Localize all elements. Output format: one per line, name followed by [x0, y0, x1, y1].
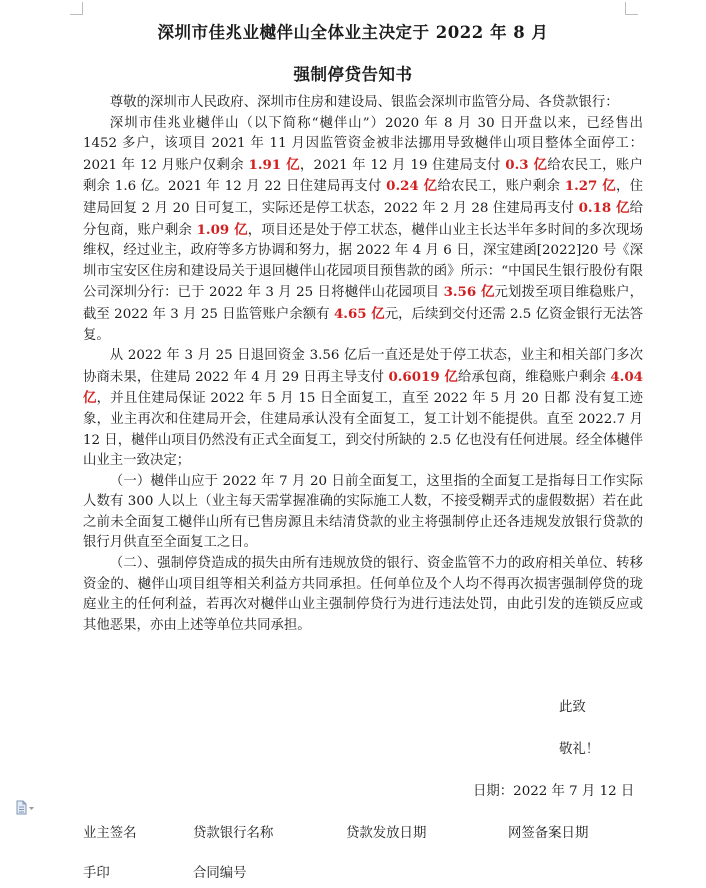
text-run: 给承包商，维稳账户剩余 [457, 369, 611, 385]
text-run: ，2021 年 12 月 19 住建局支付 [299, 157, 506, 173]
closing-line-2: 敬礼！ [559, 742, 600, 757]
highlight-amount: 3.56 亿 [443, 284, 495, 301]
document-title-line2: 强制停贷告知书 [293, 65, 413, 84]
signature-filing-date: 网签备案日期 [508, 826, 589, 841]
text-run: ，并且住建局保证 2022 年 5 月 15 日全面复工，直至 2022 年 5 月 20 日都 没有复工迹象，业主再次和住建局开会，住建局承认没有全面复工，复工计划不能提供。直至 2022.7 月 12 日，樾伴山项目仍然没有正式全面复工，到交付所缺的 2.5 亿也没有任何进展。经全体樾伴山业主一致决定； [83, 391, 644, 469]
paragraph-1 [83, 114, 643, 347]
highlight-amount: 1.27 亿 [564, 178, 616, 195]
document-title-line1: 深圳市佳兆业樾伴山全体业主决定于 2022 年 8 月 [157, 23, 549, 42]
paragraph-2 [83, 346, 643, 472]
text-run: 给农民工，账户剩余 [437, 179, 565, 195]
text-run: ，项目还是处于停工状态，樾伴山业主长达半年多时间的多次现场维权，经过业主，政府等多方协调和努力，据 2022 年 4 月 6 日，深宝建函[2022]20 号《深圳市宝安区住房和建设局关于退回樾伴山花园项目预售款的函》所示：“中国民生银行股份有限公司深圳分行：已于 2022 年 3 月 25 日将樾伴山花园项目 [83, 222, 644, 301]
closing-line-1: 此致 [559, 700, 586, 715]
document-icon[interactable] [15, 800, 37, 816]
page-corner-mark-left [70, 2, 83, 15]
text-run: 给分包商，账户剩余 [83, 200, 643, 238]
signature-bank-name: 贷款银行名称 [193, 826, 274, 841]
page-corner-mark-right [625, 2, 638, 15]
signature-fingerprint: 手印 [83, 866, 110, 881]
text-run: 深圳市佳兆业樾伴山（以下简称“樾伴山”）2020 年 8 月 30 日开盘以来，已经售出 1452 多户，该项目 2021 年 11 月因监管资金被非法挪用导致樾伴山项目整体全面停工：2021 年 12 月账户仅剩余 [83, 115, 643, 173]
signature-owner-name: 业主签名 [83, 826, 137, 841]
signature-loan-date: 贷款发放日期 [346, 826, 427, 841]
highlight-amount: 4.65 亿 [333, 305, 385, 322]
paragraph-3: （一）樾伴山应于 2022 年 7 月 20 日前全面复工，这里指的全面复工是指每日工作实际人数有 300 人以上（业主每天需掌握准确的实际施工人数，不接受糊弄式的虚假数据）若在此之前未全面复工樾伴山所有已售房源且未结清贷款的业主将强制停止还各违规发放银行贷款的银行月供直至全面复工之日。 [83, 473, 643, 551]
highlight-amount: 1.91 亿 [248, 156, 300, 173]
highlight-amount: 0.18 亿 [578, 199, 630, 216]
salutation: 尊敬的深圳市人民政府、深圳市住房和建设局、银监会深圳市监管分局、各贷款银行： [109, 95, 619, 110]
highlight-amount: 1.09 亿 [196, 221, 248, 238]
text-run: 从 2022 年 3 月 25 日退回资金 3.56 亿后一直还是处于停工状态，业主和相关部门多次协商未果，住建局 2022 年 4 月 29 日再主导支付 [83, 348, 643, 385]
highlight-amount: 0.24 亿 [386, 178, 438, 195]
paragraph-4: （二）、强制停贷造成的损失由所有违规放贷的银行、资金监管不力的政府相关单位、转移资金的、樾伴山项目组等相关利益方共同承担。任何单位及个人均不得再次损害强制停贷的珑庭业主的任何利益，若再次对樾伴山业主强制停贷行为进行违法处罚，由此引发的连锁反应或其他恶果，亦由上述等单位共同承担。 [83, 556, 643, 633]
signature-contract-number: 合同编号 [193, 866, 247, 881]
text-run: ，住建局回复 2 月 20 日可复工，实际还是停工状态，2022 年 2 月 28 住建局再支付 [83, 179, 643, 216]
text-run: 给农民工，账户剩余 1.6 亿。2021 年 12 月 22 日住建局再支付 [83, 157, 643, 195]
document-date: 日期：2022 年 7 月 12 日 [473, 784, 635, 799]
text-run: 元，后续到交付还需 2.5 亿资金银行无法答复。 [83, 306, 644, 343]
highlight-amount: 0.6019 亿 [388, 368, 458, 385]
highlight-amount: 4.04 亿 [83, 368, 643, 407]
text-run: 元划拨至项目维稳账户，截至 2022 年 3 月 25 日监管账户余额有 [83, 285, 644, 322]
highlight-amount: 0.3 亿 [505, 156, 548, 173]
document-body [83, 93, 643, 636]
